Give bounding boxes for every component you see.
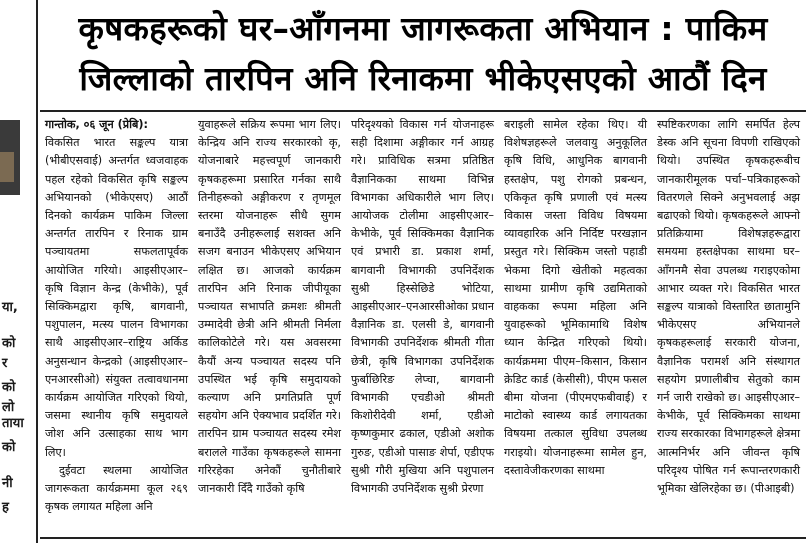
headline-line-2: जिल्लाको तारपिन अनि रिनाकमा भीकेएसएको आठौं दिन	[79, 59, 767, 98]
article-paragraph: विकसित भारत सङ्कल्प यात्रा (भीबीएसवाई) अन्तर्गत ध्वजवाहक पहल रहेको विकसित कृषि सङ्कल्प अभियानको (भीकेएसए) आठौं दिनको कार्यक्रम पाकिम जिल्ला अन्तर्गत तारपिन र रिनाक ग्राम पञ्चायतमा सफलतापूर्वक आयोजित गरियो। आइसीएआर–कृषि विज्ञान केन्द्र (केभीके), पूर्व सिक्किमद्वारा कृषि, बागवानी, पशुपालन, मत्स्य पालन विभागका साथै आइसीएआर–राष्ट्रिय अर्किड अनुसन्धान केन्द्रको (आइसीएआर–एनआरसीओ) संयुक्त तत्वावधानमा कार्यक्रम आयोजित गरिएको थियो, जसमा स्थानीय कृषि समुदायले जोश अनि उत्साहका साथ भाग लिए।	[45, 136, 188, 459]
article-column-2: युवाहरूले सक्रिय रूपमा भाग लिए। केन्द्रिय अनि राज्य सरकारको कृ, योजनाबारे महत्त्वपूर्ण जानकारी कृषकहरूमा प्रसारित गर्नका साथै तिनीहरूको अङ्गीकरण र तृणमूल स्तरमा योजनाहरू सीधै सुगम बनाउँदै उनीहरूलाई सशक्त अनि सजग बनाउन भीकेएसए अभियान लक्षित छ। आजको कार्यक्रम तारपिन अनि रिनाक जीपीयूका पञ्चायत सभापति क्रमशः श्रीमती उम्मादेवी छेत्री अनि श्रीमती निर्मला कालिकोटेले गरे। यस अवसरमा कैयौं अन्य पञ्चायत सदस्य पनि उपस्थित भई कृषि समुदायको कल्याण अनि प्रगतिप्रति पूर्ण सहयोग अनि ऐक्यभाव प्रदर्शित गरे। तारपिन ग्राम पञ्चायत सदस्य रमेश बरालले गाउँका कृषकहरूले सामना गरिरहेका अनेकौं चुनौतीबारे जानकारी दिँदै गाउँको कृषि	[198, 118, 341, 496]
adjacent-text-fragment: लो	[2, 400, 15, 415]
adjacent-photo-detail	[0, 152, 14, 182]
adjacent-text-fragment: नी	[2, 476, 13, 491]
article-paragraph: दुईवटा स्थलमा आयोजित जागरूकता कार्यक्रममा कूल २६९ कृषक लगायत महिला अनि	[45, 463, 188, 514]
headline-rule	[40, 110, 806, 112]
adjacent-text-fragment: को	[2, 380, 16, 395]
article-column-4: बराइली सामेल रहेका थिए। यी विशेषज्ञहरूले जलवायु अनुकूलित कृषि विधि, आधुनिक बागवानी हस्तक्षेप, पशु रोगको प्रबन्धन, एकिकृत कृषि प्रणाली एवं मत्स्य विकास जस्ता विविध विषयमा व्यावहारिक अनि निर्दिष्ट परखज्ञान प्रस्तुत गरे। सिक्किम जस्तो पहाडी भेकमा दिगो खेतीको महत्वका साथमा ग्रामीण कृषि उद्यमिताको वाहकका रूपमा महिला अनि युवाहरूको भूमिकामाथि विशेष ध्यान केन्द्रित गरिएको थियो। कार्यक्रममा पीएम–किसान, किसान क्रेडिट कार्ड (केसीसी), पीएम फसल बीमा योजना (पीएमएफबीवाई) र माटोको स्वास्थ्य कार्ड लगायतका विषयमा तत्काल सुविधा उपलब्ध गराइयो। योजनाहरूमा सामेल हुन, दस्तावेजीकरणका साथमा	[504, 118, 647, 477]
article-column-5: स्पष्टिकरणका लागि समर्पित हेल्प डेस्क अनि सूचना विपणी राखिएको थियो। उपस्थित कृषकहरूबीच जानकारीमूलक पर्चा–पत्रिकाहरूको वितरणले सिक्ने अनुभवलाई अझ बढाएको थियो। कृषकहरूले आफ्नो प्रतिक्रियामा विशेषज्ञहरूद्वारा समयमा हस्तक्षेपका साथमा घर–आँगनमै सेवा उपलब्ध गराइएकोमा आभार व्यक्त गरे। विकसित भारत सङ्कल्प यात्राको विस्तारित छातामुनि भीकेएसए अभियानले कृषकहरूलाई सरकारी योजना, वैज्ञानिक परामर्श अनि संस्थागत सहयोग प्रणालीबीच सेतुको काम गर्न जारी राखेको छ। आइसीएआर–केभीके, पूर्व सिक्किमका साथमा राज्य सरकारका विभागहरूले क्षेत्रमा आत्मनिर्भर अनि जीवन्त कृषि परिदृश्य पोषित गर्न रूपान्तरणकारी भूमिका खेलिरहेका छ। (पीआइबी)	[657, 118, 800, 496]
adjacent-text-fragment: र	[2, 356, 8, 371]
article-column-1	[45, 116, 188, 516]
adjacent-text-fragment: या,	[2, 300, 18, 315]
adjacent-article-strip	[0, 0, 36, 543]
adjacent-text-fragment: ह	[2, 500, 9, 515]
article-column-3: परिदृश्यको विकास गर्न योजनाहरू सही दिशामा अङ्गीकार गर्न आग्रह गरे। प्राविधिक सत्रमा प्रतिष्ठित वैज्ञानिकका साथमा विभिन्न विभागका अधिकारीले भाग लिए। आयोजक टोलीमा आइसीएआर–केभीके, पूर्व सिक्किमका वैज्ञानिक एवं प्रभारी डा. प्रकाश शर्मा, बागवानी विभागकी उपनिर्देशक सुश्री हिस्सेछिडे भोटिया, आइसीएआर–एनआरसीओका प्रधान वैज्ञानिक डा. एलसी डे, बागवानी विभागकी उपनिर्देशक श्रीमती गीता छेत्री, कृषि विभागका उपनिर्देशक फुर्बाछिरिङ लेप्चा, बागवानी विभागकी एचडीओ श्रीमती किशोरीदेवी शर्मा, एडीओ कृष्णकुमार ढकाल, एडीओ अशोक गुरुङ, एडीओ पासाङ शेर्पा, एडीएफ सुश्री गौरी मुखिया अनि पशुपालन विभागकी उपनिर्देशक सुश्री प्रेरणा	[351, 118, 494, 496]
headline-line-1: कृषकहरूको घर–आँगनमा जागरूकता अभियान : पाकिम	[78, 9, 768, 48]
bottom-rule	[40, 537, 806, 539]
adjacent-text-fragment: ताया	[2, 416, 24, 431]
adjacent-text-fragment: को	[2, 336, 16, 351]
adjacent-text-fragment: को	[2, 440, 16, 455]
column-divider	[36, 0, 38, 543]
dateline: गान्तोक, ०६ जून (प्रेबि):	[45, 118, 148, 131]
